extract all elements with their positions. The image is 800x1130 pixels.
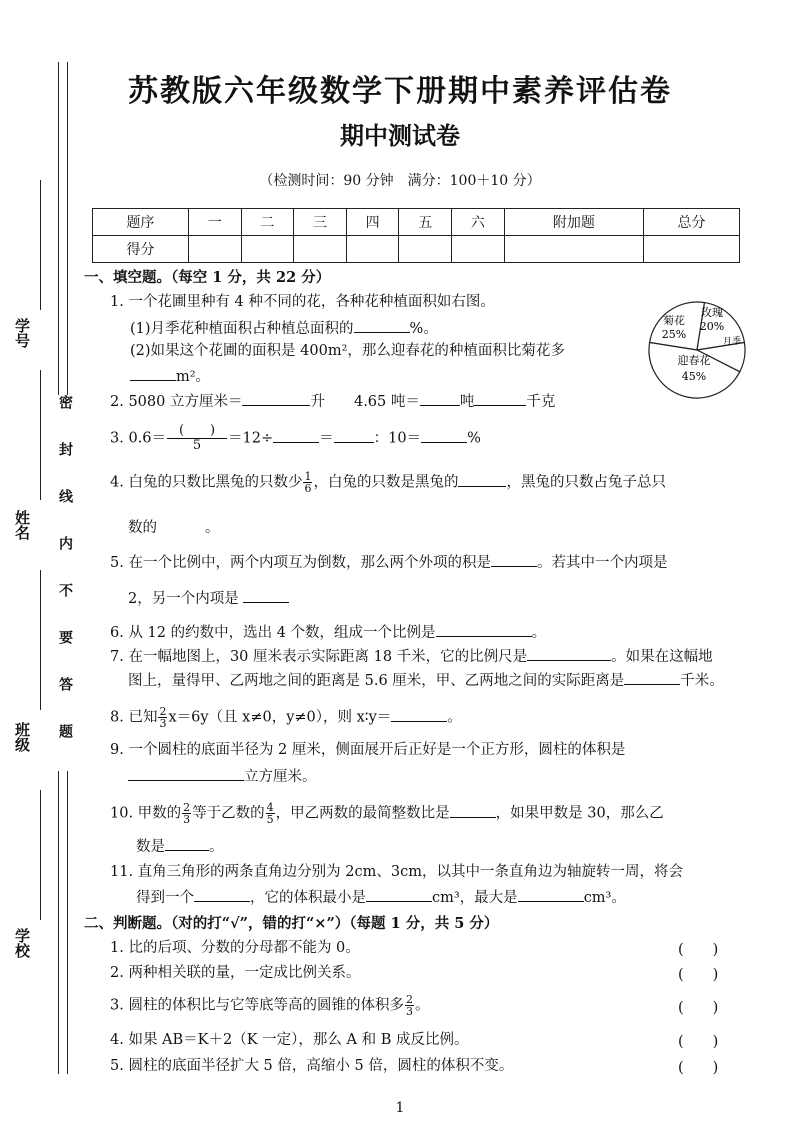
q11-text: 11. 直角三角形的两条直角边分别为 2cm、3cm，以其中一条直角边为轴旋转一周，将会 (110, 864, 683, 880)
q4-text-c: ，黑兔的只数占兔子总只 (506, 474, 666, 491)
q5-text-c: 2，另一个内项是 (128, 591, 239, 607)
q11-text-e: cm³。 (583, 890, 626, 906)
judge-item-3 (110, 994, 429, 1017)
answer-paren[interactable]: ( ) (678, 1000, 719, 1016)
q1a-end: %。 (409, 321, 438, 337)
fraction-denominator: 6 (304, 482, 312, 495)
q1-text: 1. 一个花圃里种有 4 种不同的花，各种花种植面积如右图。 (110, 294, 495, 310)
q3-text-e: % (467, 430, 481, 447)
pie-label-yingchun-pct: 45% (681, 370, 707, 383)
q11-text-b: 得到一个 (136, 890, 194, 906)
answer-blank[interactable] (458, 472, 506, 487)
score-cell[interactable] (294, 236, 347, 263)
q10-text-d: ，如果甲数是 30，那么乙 (495, 805, 664, 822)
q11-text-d: cm³，最大是 (432, 890, 518, 906)
answer-blank[interactable] (128, 766, 244, 781)
answer-blank[interactable] (334, 428, 374, 443)
answer-blank[interactable] (474, 391, 526, 406)
fraction-numerator: 2 (405, 993, 413, 1006)
q9-text-b: 立方厘米。 (244, 769, 317, 785)
judge-item-1: 1. 比的后项、分数的分母都不能为 0。 (110, 940, 360, 956)
section2-heading: 二、判断题。（对的打“√”，错的打“×”）（每题 1 分，共 5 分） (84, 915, 499, 932)
q3-text-d: ：10＝ (373, 430, 422, 447)
q9-cont (128, 766, 317, 787)
pie-label-yueji: 月季 (722, 337, 742, 347)
q1b-end: m²。 (176, 369, 211, 385)
answer-blank[interactable] (491, 552, 537, 567)
q11-text-c: ，它的体积最小是 (250, 890, 366, 906)
score-table (92, 208, 740, 263)
q1a (130, 318, 438, 339)
pie-label-meigui-pct: 20% (699, 320, 725, 333)
q3-fraction (167, 424, 227, 453)
q1b-text: (2)如果这个花圃的面积是 400m²，那么迎春花的种植面积比菊花多 (130, 343, 565, 359)
q10-text-c: ，甲乙两数的最简整数比是 (275, 805, 450, 822)
q6-text-a: 6. 从 12 的约数中，选出 4 个数，组成一个比例是 (110, 625, 436, 641)
q8-text-b: x＝6y（且 x≠0，y≠0），则 x∶y＝ (168, 709, 392, 726)
judge-item-3-fraction (405, 994, 414, 1017)
q2-text-a: 2. 5080 立方厘米＝ (110, 394, 243, 410)
answer-blank[interactable] (243, 588, 289, 603)
name-label: 姓名 (13, 510, 31, 540)
fraction-denominator: 3 (183, 813, 191, 826)
q10-fraction-1 (182, 802, 191, 825)
answer-paren[interactable]: ( ) (678, 1060, 719, 1076)
q10-text-f: 。 (209, 839, 224, 855)
q3-text-a: 3. 0.6＝ (110, 430, 167, 447)
page-number: 1 (395, 1100, 405, 1116)
answer-blank[interactable] (130, 366, 176, 381)
answer-blank[interactable] (624, 670, 680, 685)
q10-text-b: 等于乙数的 (192, 805, 265, 822)
answer-blank[interactable] (421, 428, 467, 443)
answer-blank[interactable] (273, 428, 319, 443)
fraction-denominator: 3 (405, 1005, 413, 1018)
q4-text-d: 数的 (128, 520, 157, 536)
answer-blank[interactable] (194, 887, 250, 902)
q4 (110, 471, 666, 494)
class-line (40, 570, 41, 710)
score-table-score-row (93, 236, 740, 263)
judge-item-4: 4. 如果 AB＝K＋2（K 一定），那么 A 和 B 成反比例。 (110, 1032, 469, 1048)
answer-blank[interactable] (242, 391, 310, 406)
q7-text-b: 。如果在这幅地 (611, 649, 713, 665)
q5 (110, 552, 667, 573)
q5-text-b: 。若其中一个内项是 (536, 555, 668, 571)
q5-text-a: 5. 在一个比例中，两个内项互为倒数，那么两个外项的积是 (110, 555, 491, 571)
q10-cont (136, 836, 224, 857)
fraction-denominator: 3 (159, 717, 167, 730)
score-table-header-row (93, 209, 740, 236)
flower-area-pie-chart (642, 300, 752, 400)
score-cell[interactable] (399, 236, 452, 263)
q3-text-c: ＝ (319, 430, 334, 447)
answer-paren[interactable]: ( ) (678, 942, 719, 958)
answer-paren[interactable]: ( ) (678, 1034, 719, 1050)
student-no-line (40, 180, 41, 310)
q6-text-b: 。 (531, 625, 547, 641)
q8-text-a: 8. 已知 (110, 709, 158, 726)
pie-label-yingchun: 迎春花 (677, 354, 711, 367)
q2-text-b: 升 4.65 吨＝ (310, 394, 420, 410)
q1a-text: (1)月季花种植面积占种植总面积的 (130, 321, 354, 337)
score-cell[interactable] (188, 236, 241, 263)
fraction-denominator: 5 (266, 813, 274, 826)
page-title: 苏教版六年级数学下册期中素养评估卷 (128, 74, 672, 109)
q7-cont (128, 670, 724, 691)
table-cell: 二 (241, 209, 294, 236)
answer-blank[interactable] (420, 391, 460, 406)
answer-blank[interactable] (157, 518, 205, 532)
score-cell[interactable] (346, 236, 399, 263)
q10-fraction-2 (266, 802, 275, 825)
answer-blank[interactable] (165, 836, 209, 851)
table-cell: 附加题 (504, 209, 643, 236)
student-no-label: 学号 (13, 318, 31, 348)
section1-heading: 一、填空题。（每空 1 分，共 22 分） (84, 269, 331, 286)
school-label: 学校 (13, 928, 31, 958)
q8 (110, 706, 462, 729)
table-cell: 总分 (644, 209, 740, 236)
q7-text-a: 7. 在一幅地图上，30 厘米表示实际距离 18 千米，它的比例尺是 (110, 649, 528, 665)
answer-blank[interactable] (450, 803, 496, 818)
name-line (40, 370, 41, 500)
table-cell: 得分 (93, 236, 189, 263)
score-cell[interactable] (452, 236, 505, 263)
q5-cont (128, 588, 289, 609)
table-cell: 五 (399, 209, 452, 236)
fraction-numerator: ( ) (167, 424, 227, 439)
q3 (110, 424, 481, 453)
answer-blank[interactable] (354, 318, 410, 333)
q4-text-e: 。 (205, 520, 220, 536)
school-line (40, 790, 41, 920)
answer-blank[interactable] (527, 646, 611, 661)
seal-text: 密封线内不要答题 (57, 395, 73, 771)
q6 (110, 622, 546, 643)
judge-item-2: 2. 两种相关联的量，一定成比例关系。 (110, 965, 361, 981)
score-cell[interactable] (644, 236, 740, 263)
table-cell: 一 (188, 209, 241, 236)
answer-blank[interactable] (366, 887, 432, 902)
q4-text-a: 4. 白兔的只数比黑兔的只数少 (110, 474, 303, 491)
answer-paren[interactable]: ( ) (678, 967, 719, 983)
fraction-numerator: 1 (304, 470, 312, 483)
score-cell[interactable] (241, 236, 294, 263)
answer-blank[interactable] (518, 887, 584, 902)
judge-item-3-text: 3. 圆柱的体积比与它等底等高的圆锥的体积多 (110, 997, 404, 1014)
table-cell: 六 (452, 209, 505, 236)
fraction-denominator: 5 (192, 438, 202, 453)
q4-text-b: ，白兔的只数是黑兔的 (313, 474, 459, 491)
table-cell: 题序 (93, 209, 189, 236)
class-label: 班级 (13, 722, 31, 752)
fraction-numerator: 4 (266, 801, 274, 814)
q1b-cont (130, 366, 210, 387)
score-cell[interactable] (504, 236, 643, 263)
q10-text-e: 数是 (136, 839, 165, 855)
q7-text-c: 图上，量得甲、乙两地之间的距离是 5.6 厘米，甲、乙两地之间的实际距离是 (128, 673, 625, 689)
q2-text-c: 吨 (459, 394, 475, 410)
answer-blank[interactable] (391, 707, 447, 722)
fraction-numerator: 2 (183, 801, 191, 814)
judge-item-5: 5. 圆柱的底面半径扩大 5 倍，高缩小 5 倍，圆柱的体积不变。 (110, 1058, 514, 1074)
q2 (110, 391, 555, 412)
q8-fraction (158, 706, 167, 729)
q3-text-b: ＝12÷ (228, 430, 274, 447)
q8-text-c: 。 (447, 709, 462, 726)
q11-cont (136, 887, 626, 908)
q4-cont (128, 518, 220, 538)
q2-text-d: 千克 (526, 394, 556, 410)
exam-info: （检测时间：90 分钟 满分：100＋10 分） (259, 173, 541, 189)
q9-text: 9. 一个圆柱的底面半径为 2 厘米，侧面展开后正好是一个正方形，圆柱的体积是 (110, 742, 626, 758)
fraction-numerator: 2 (159, 705, 167, 718)
q7 (110, 646, 713, 667)
pie-label-juhua-pct: 25% (661, 328, 687, 341)
table-cell: 三 (294, 209, 347, 236)
q10-text-a: 10. 甲数的 (110, 805, 182, 822)
page-subtitle: 期中测试卷 (340, 122, 460, 150)
table-cell: 四 (346, 209, 399, 236)
q4-fraction (303, 471, 312, 494)
answer-blank[interactable] (436, 622, 532, 637)
pie-label-juhua: 菊花 (663, 314, 685, 327)
q7-text-d: 千米。 (680, 673, 724, 689)
judge-item-3-end: 。 (414, 997, 430, 1014)
q10 (110, 802, 664, 825)
pie-label-meigui: 玫瑰 (701, 306, 723, 319)
